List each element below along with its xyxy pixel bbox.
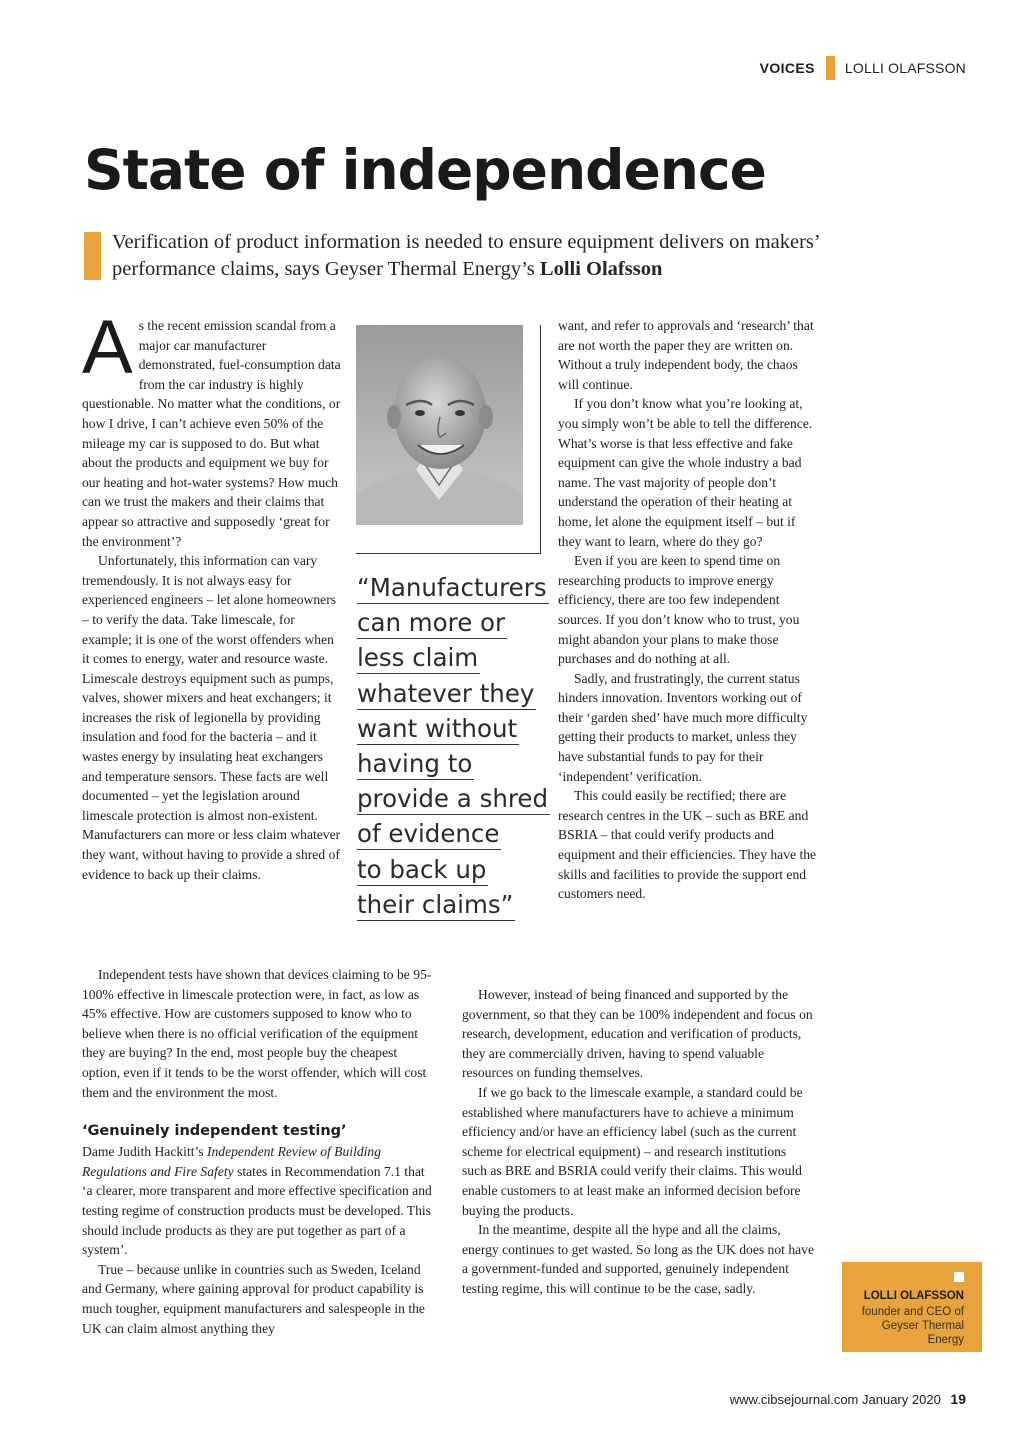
standfirst-accent-bar bbox=[84, 232, 101, 280]
paragraph-11: However, instead of being financed and supported by the government, so that they can be 100% independent and focus on research, development, education and verification of products, they are commercially driven, having to spend valuable resources on funding themselves. bbox=[462, 987, 813, 1081]
paragraph-4-a: Dame Judith Hackitt’s bbox=[82, 1144, 204, 1160]
footer-url[interactable]: www.cibsejournal.com bbox=[729, 1392, 859, 1407]
body-column-3 bbox=[558, 316, 820, 904]
bio-name: LOLLI OLAFSSON bbox=[863, 1290, 964, 1302]
page-footer bbox=[730, 1391, 966, 1407]
paragraph-13: In the meantime, despite all the hype and all the claims, energy continues to get wasted. So long as the UK does not have a government-funded and supported, genuinely independent testing regime, this will continue to be the case, sadly. bbox=[462, 1222, 814, 1296]
pull-quote-line: their claims” bbox=[357, 889, 514, 919]
header-author: LOLLI OLAFSSON bbox=[844, 60, 966, 76]
bio-role: founder and CEO of Geyser Thermal Energy bbox=[861, 1306, 964, 1346]
pull-quote-line: whatever they bbox=[357, 678, 535, 708]
paragraph-1-text: s the recent emission scandal from a major car manufacturer demonstrated, fuel-consumption data from the car industry is highly questionable. No matter what the conditions, or how I drive, I can’t achieve even 50% of the mileage my car is supposed to do. But what about the products and equipment we buy for our heating and hot-water systems? How much can we trust the makers and their claims that appear so attractive and supposedly ‘great for the environment’? bbox=[82, 318, 341, 549]
paragraph-9: Sadly, and frustratingly, the current status hinders innovation. Inventors working out of their ‘garden shed’ have much more difficulty getting their products to market, unless they have substantial funds to pay for their ‘independent’ verification. bbox=[558, 670, 808, 784]
author-bio-box bbox=[842, 1262, 982, 1352]
pull-quote-line: want without bbox=[357, 713, 518, 743]
pull-quote-line: provide a shred bbox=[357, 784, 549, 814]
pull-quote-line: “Manufacturers bbox=[357, 573, 547, 602]
author-portrait bbox=[356, 325, 523, 525]
paragraph-4 bbox=[82, 1142, 437, 1260]
article-title: State of independence bbox=[84, 138, 766, 202]
pull-quote bbox=[357, 572, 549, 924]
body-column-1-lower bbox=[82, 965, 437, 1338]
standfirst bbox=[112, 229, 832, 283]
paragraph-2: Unfortunately, this information can vary tremendously. It is not always easy for experienced engineers – let alone homeowners – to verify the data. Take limescale, for example; it is one of the worst offenders when it comes to energy, water and resource waste. Limescale destroys equipment such as pumps, valves, shower mixers and heat exchangers; it increases the risk of legionella by providing insulation and food for the bacteria – and it wastes energy by insulating heat exchangers and temperature sensors. These facts are well documented – yet the legislation around limescale protection is almost non-existent. Manufacturers can more or less claim whatever they want, without having to provide a shred of evidence to back up their claims. bbox=[82, 553, 341, 882]
standfirst-text: Verification of product information is needed to ensure equipment delivers on makers’ performance claims, says Geyser Thermal Energy’s bbox=[112, 231, 820, 280]
body-column-2-lower bbox=[462, 985, 814, 1299]
running-header bbox=[760, 56, 966, 80]
pull-quote-line: to back up bbox=[357, 854, 487, 884]
paragraph-1 bbox=[82, 305, 344, 551]
standfirst-author: Lolli Olafsson bbox=[539, 258, 663, 280]
report-title: Independent Review of Building Regulations and Fire Safety bbox=[82, 1144, 382, 1179]
page-number: 19 bbox=[950, 1391, 966, 1407]
drop-cap: A bbox=[82, 305, 133, 390]
body-column-1 bbox=[82, 305, 344, 884]
pull-quote-line: of evidence bbox=[357, 819, 500, 849]
footer-issue: January 2020 bbox=[862, 1392, 941, 1407]
section-label: VOICES bbox=[759, 60, 815, 76]
pull-quote-line: having to bbox=[357, 748, 473, 778]
pull-quote-line: less claim bbox=[357, 643, 479, 673]
paragraph-12: If we go back to the limescale example, a standard could be established where manufacturers have to achieve a minimum efficiency and/or have an efficiency label (such as the current scheme for electrical equipment) – and research institutions such as BRE and BSRIA could verify their claims. This would enable customers to at least make an informed decision before buying the products. bbox=[462, 1084, 803, 1218]
pull-quote-line: can more or bbox=[357, 608, 506, 638]
paragraph-7: If you don’t know what you’re looking at, you simply won’t be able to tell the difference. What’s worse is that less effective and fake equipment can give the whole industry a bad name. The vast majority of people don’t understand the operation of their heating at home, let alone the equipment itself – but if they want to learn, where do they go? bbox=[558, 396, 813, 549]
paragraph-3: Independent tests have shown that devices claiming to be 95-100% effective in limescale protection were, in fact, as low as 45% effective. How are customers supposed to know who to believe when there is no official verification of the equipment they are buying? In the end, most people buy the cheapest option, even if it tends to be the worst offender, which will cost them and the environment the most. bbox=[82, 967, 432, 1100]
paragraph-6: want, and refer to approvals and ‘research’ that are not worth the paper they are written on. Without a truly independent body, the chaos will continue. bbox=[558, 318, 814, 392]
subheading: ‘Genuinely independent testing’ bbox=[82, 1123, 347, 1140]
header-accent-bar bbox=[826, 56, 835, 80]
paragraph-4-c: states in Recommendation 7.1 that ‘a clearer, more transparent and more effective specification and testing regime of construction products must be developed. This should include products as they are put together as part of a system’. bbox=[82, 1163, 432, 1258]
paragraph-10: This could easily be rectified; there are research centres in the UK – such as BRE and BSRIA – that could verify products and equipment and their efficiencies. They have the skills and facilities to provide the support end customers need. bbox=[558, 788, 817, 902]
paragraph-8: Even if you are keen to spend time on researching products to improve energy efficiency, there are too few independent sources. If you don’t know who to trust, you might abandon your plans to make those purchases and do nothing at all. bbox=[558, 553, 800, 667]
bio-square-icon bbox=[954, 1272, 964, 1282]
paragraph-5: True – because unlike in countries such as Sweden, Iceland and Germany, where gaining approval for product capability is much tougher, equipment manufacturers and salespeople in the UK can claim almost anything they bbox=[82, 1261, 425, 1336]
